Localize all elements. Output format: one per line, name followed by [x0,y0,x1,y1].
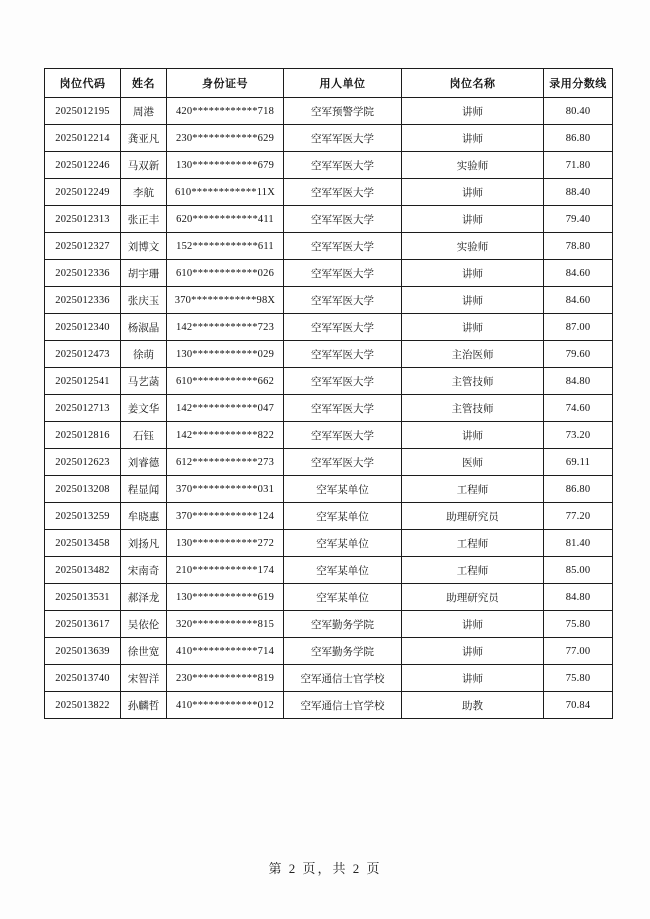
cell-name: 郝泽龙 [121,584,167,611]
table-row [45,557,613,584]
cell-name: 宋南奇 [121,557,167,584]
cell-position-title: 讲师 [402,179,544,206]
table-row [45,449,613,476]
cell-position-code: 2025012214 [45,125,121,152]
column-header-employer: 用人单位 [284,69,402,98]
cell-position-title: 助理研究员 [402,584,544,611]
table-row [45,287,613,314]
cell-name: 孙麟哲 [121,692,167,719]
cell-position-code: 2025012336 [45,287,121,314]
cell-position-code: 2025012816 [45,422,121,449]
table-row [45,503,613,530]
table-body [45,98,613,719]
cell-position-title: 讲师 [402,287,544,314]
cell-id-number: 142************822 [167,422,284,449]
cell-name: 杨淑晶 [121,314,167,341]
cell-id-number: 610************11X [167,179,284,206]
cell-position-title: 讲师 [402,314,544,341]
cell-position-title: 主管技师 [402,395,544,422]
cell-position-title: 讲师 [402,98,544,125]
cell-id-number: 142************047 [167,395,284,422]
cell-position-title: 讲师 [402,206,544,233]
cell-score-line: 75.80 [544,665,613,692]
cell-employer: 空军军医大学 [284,152,402,179]
cell-score-line: 77.20 [544,503,613,530]
cell-position-code: 2025012713 [45,395,121,422]
cell-employer: 空军某单位 [284,530,402,557]
cell-id-number: 320************815 [167,611,284,638]
cell-score-line: 84.80 [544,368,613,395]
cell-id-number: 370************124 [167,503,284,530]
cell-name: 胡宇珊 [121,260,167,287]
table-row [45,341,613,368]
cell-position-title: 讲师 [402,638,544,665]
cell-employer: 空军军医大学 [284,179,402,206]
cell-name: 宋智洋 [121,665,167,692]
cell-position-code: 2025012473 [45,341,121,368]
cell-score-line: 71.80 [544,152,613,179]
cell-position-title: 助教 [402,692,544,719]
cell-id-number: 420************718 [167,98,284,125]
cell-score-line: 69.11 [544,449,613,476]
cell-name: 马双新 [121,152,167,179]
column-header-position-code: 岗位代码 [45,69,121,98]
cell-position-title: 讲师 [402,260,544,287]
cell-position-code: 2025012313 [45,206,121,233]
cell-score-line: 73.20 [544,422,613,449]
cell-score-line: 78.80 [544,233,613,260]
cell-name: 徐萌 [121,341,167,368]
table-row [45,152,613,179]
cell-employer: 空军勤务学院 [284,611,402,638]
cell-score-line: 84.60 [544,287,613,314]
cell-employer: 空军勤务学院 [284,638,402,665]
cell-employer: 空军预警学院 [284,98,402,125]
table-row [45,422,613,449]
cell-name: 程显闻 [121,476,167,503]
column-header-score-line: 录用分数线 [544,69,613,98]
table-row [45,395,613,422]
cell-name: 张正丰 [121,206,167,233]
cell-id-number: 210************174 [167,557,284,584]
cell-name: 马艺菡 [121,368,167,395]
cell-id-number: 610************662 [167,368,284,395]
cell-employer: 空军通信士官学校 [284,665,402,692]
cell-employer: 空军通信士官学校 [284,692,402,719]
table-row [45,98,613,125]
cell-employer: 空军军医大学 [284,395,402,422]
cell-employer: 空军军医大学 [284,125,402,152]
column-header-position-title: 岗位名称 [402,69,544,98]
table-row [45,638,613,665]
cell-position-code: 2025013458 [45,530,121,557]
cell-position-code: 2025013482 [45,557,121,584]
column-header-id-number: 身份证号 [167,69,284,98]
cell-employer: 空军军医大学 [284,314,402,341]
cell-position-title: 实验师 [402,152,544,179]
cell-employer: 空军军医大学 [284,260,402,287]
cell-position-title: 医师 [402,449,544,476]
cell-score-line: 86.80 [544,125,613,152]
cell-employer: 空军军医大学 [284,287,402,314]
cell-id-number: 370************031 [167,476,284,503]
cell-id-number: 410************012 [167,692,284,719]
cell-position-code: 2025013531 [45,584,121,611]
cell-employer: 空军某单位 [284,476,402,503]
cell-position-title: 讲师 [402,422,544,449]
table-row [45,584,613,611]
cell-id-number: 152************611 [167,233,284,260]
cell-position-code: 2025012246 [45,152,121,179]
cell-score-line: 75.80 [544,611,613,638]
cell-position-code: 2025013639 [45,638,121,665]
table-row [45,206,613,233]
cell-id-number: 142************723 [167,314,284,341]
table-row [45,233,613,260]
cell-score-line: 77.00 [544,638,613,665]
cell-position-title: 主治医师 [402,341,544,368]
cell-name: 牟晓惠 [121,503,167,530]
cell-employer: 空军军医大学 [284,206,402,233]
table-row [45,476,613,503]
table-row [45,611,613,638]
table-row [45,530,613,557]
cell-position-code: 2025012195 [45,98,121,125]
table-header-row [45,69,613,98]
cell-position-title: 工程师 [402,557,544,584]
cell-position-title: 主管技师 [402,368,544,395]
cell-position-code: 2025012623 [45,449,121,476]
cell-score-line: 86.80 [544,476,613,503]
cell-position-code: 2025012340 [45,314,121,341]
table-row [45,692,613,719]
cell-position-title: 工程师 [402,476,544,503]
cell-name: 姜文华 [121,395,167,422]
cell-score-line: 74.60 [544,395,613,422]
cell-id-number: 610************026 [167,260,284,287]
cell-id-number: 130************029 [167,341,284,368]
cell-position-code: 2025013617 [45,611,121,638]
cell-position-code: 2025012249 [45,179,121,206]
cell-position-title: 实验师 [402,233,544,260]
cell-position-code: 2025013740 [45,665,121,692]
cell-id-number: 130************272 [167,530,284,557]
table-row [45,125,613,152]
cell-score-line: 79.40 [544,206,613,233]
cell-score-line: 80.40 [544,98,613,125]
cell-position-code: 2025012336 [45,260,121,287]
table-row [45,260,613,287]
cell-position-code: 2025013259 [45,503,121,530]
cell-position-title: 讲师 [402,665,544,692]
table-row [45,179,613,206]
cell-name: 刘博文 [121,233,167,260]
cell-name: 刘睿德 [121,449,167,476]
cell-employer: 空军军医大学 [284,368,402,395]
cell-name: 徐世宽 [121,638,167,665]
cell-id-number: 370************98X [167,287,284,314]
cell-position-code: 2025013822 [45,692,121,719]
cell-score-line: 81.40 [544,530,613,557]
cell-employer: 空军某单位 [284,584,402,611]
cell-employer: 空军军医大学 [284,233,402,260]
cell-score-line: 85.00 [544,557,613,584]
cell-score-line: 88.40 [544,179,613,206]
cell-position-title: 讲师 [402,611,544,638]
cell-employer: 空军军医大学 [284,449,402,476]
cell-name: 李航 [121,179,167,206]
table-row [45,665,613,692]
cell-score-line: 79.60 [544,341,613,368]
cell-id-number: 612************273 [167,449,284,476]
cell-score-line: 84.80 [544,584,613,611]
cell-position-title: 讲师 [402,125,544,152]
cell-id-number: 620************411 [167,206,284,233]
cell-name: 石钰 [121,422,167,449]
cell-score-line: 87.00 [544,314,613,341]
cell-score-line: 84.60 [544,260,613,287]
cell-position-code: 2025013208 [45,476,121,503]
cell-id-number: 130************679 [167,152,284,179]
cell-id-number: 230************819 [167,665,284,692]
cell-name: 龚亚凡 [121,125,167,152]
cell-employer: 空军军医大学 [284,422,402,449]
page-number: 第 2 页，共 2 页 [268,861,382,876]
column-header-name: 姓名 [121,69,167,98]
cell-name: 刘扬凡 [121,530,167,557]
cell-name: 张庆玉 [121,287,167,314]
recruitment-score-table [44,68,613,719]
cell-id-number: 130************619 [167,584,284,611]
table-row [45,368,613,395]
cell-position-title: 工程师 [402,530,544,557]
cell-id-number: 410************714 [167,638,284,665]
cell-id-number: 230************629 [167,125,284,152]
cell-position-title: 助理研究员 [402,503,544,530]
cell-employer: 空军军医大学 [284,341,402,368]
cell-score-line: 70.84 [544,692,613,719]
cell-name: 吴依伦 [121,611,167,638]
cell-employer: 空军某单位 [284,557,402,584]
cell-name: 周港 [121,98,167,125]
cell-employer: 空军某单位 [284,503,402,530]
table-row [45,314,613,341]
table-header [45,69,613,98]
cell-position-code: 2025012327 [45,233,121,260]
cell-position-code: 2025012541 [45,368,121,395]
